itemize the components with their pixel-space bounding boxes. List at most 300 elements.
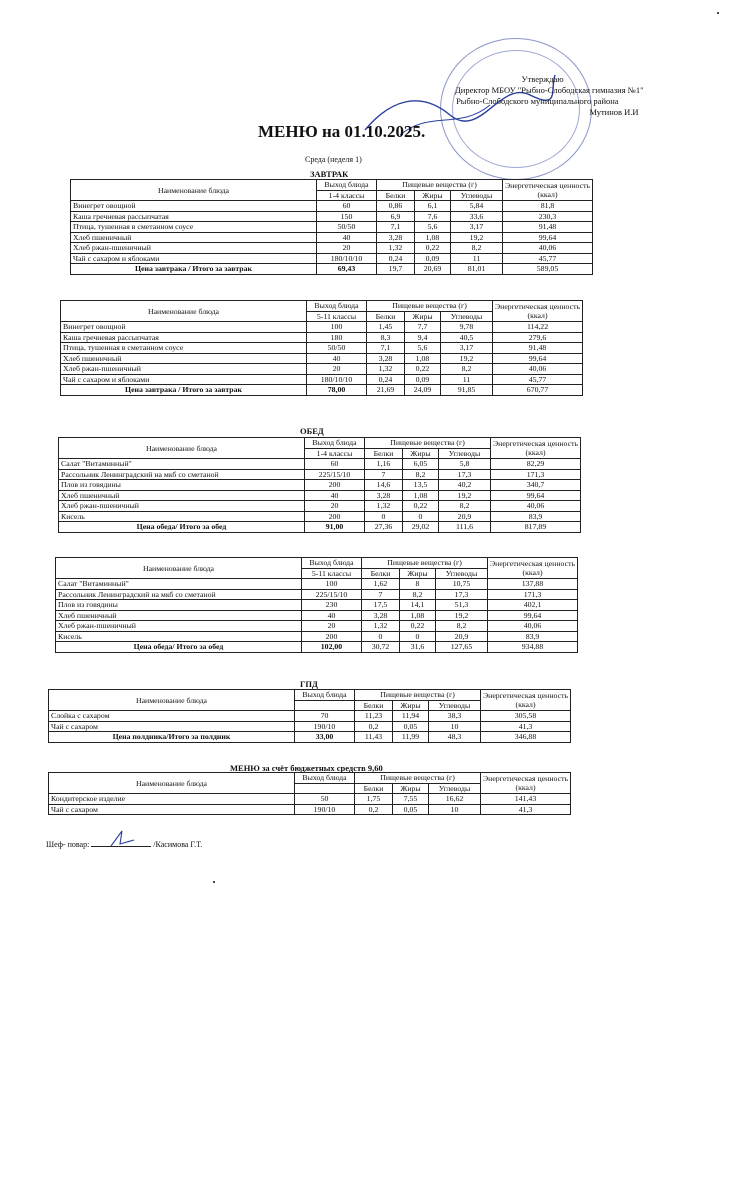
table-cell: 6,05 (403, 459, 439, 470)
header-grade: 1-4 классы (317, 190, 377, 201)
header-dish: Наименование блюда (56, 558, 302, 579)
table-row (59, 490, 581, 501)
table-cell: 11,99 (393, 732, 429, 743)
table-cell: 0 (365, 511, 403, 522)
table-cell: 82,29 (491, 459, 581, 470)
table-cell: 45,77 (503, 253, 593, 264)
table-cell: 7 (365, 469, 403, 480)
table-cell: Хлеб пшеничный (71, 232, 317, 243)
table-cell: 0,05 (393, 804, 429, 815)
table-cell: 7,1 (367, 343, 405, 354)
table-cell: 50/50 (307, 343, 367, 354)
table-cell: 20 (307, 364, 367, 375)
table-cell: 83,9 (488, 631, 578, 642)
table-cell: 31,6 (400, 642, 436, 653)
table-row (49, 711, 571, 722)
scan-speck (213, 881, 215, 883)
table-total-row (49, 732, 571, 743)
table-cell: 5,8 (439, 459, 491, 470)
table-row (61, 364, 583, 375)
table-cell: 29,02 (403, 522, 439, 533)
table-cell: Хлеб ржан-пшеничный (71, 243, 317, 254)
header-energy: Энергетическая ценность (ккал) (491, 438, 581, 459)
table-row (71, 232, 593, 243)
table-cell: 8,2 (436, 621, 488, 632)
table-cell: 8,2 (400, 589, 436, 600)
table-cell: 10 (429, 721, 481, 732)
header-grade: 5-11 классы (307, 311, 367, 322)
header-carbs: Углеводы (441, 311, 493, 322)
table-cell: 11,23 (355, 711, 393, 722)
table-cell: 934,88 (488, 642, 578, 653)
header-energy: Энергетическая ценность (ккал) (493, 301, 583, 322)
table-cell: 10 (429, 804, 481, 815)
table-cell: 402,1 (488, 600, 578, 611)
table-cell: 11,43 (355, 732, 393, 743)
header-nutrients: Пищевые вещества (г) (365, 438, 491, 449)
header-output: Выход блюда (305, 438, 365, 449)
table-cell: Цена обеда/ Итого за обед (59, 522, 305, 533)
table-cell: 3,17 (451, 222, 503, 233)
header-dish: Наименование блюда (49, 690, 295, 711)
table-cell: 171,3 (491, 469, 581, 480)
table-cell: Чай с сахаром (49, 804, 295, 815)
table-row (49, 804, 571, 815)
table-cell: 50/50 (317, 222, 377, 233)
table-cell: 40,06 (491, 501, 581, 512)
table-cell: 171,3 (488, 589, 578, 600)
table-cell: 141,43 (481, 794, 571, 805)
table-cell: 1,32 (362, 621, 400, 632)
table-cell: 0,24 (377, 253, 415, 264)
table-cell: 19,2 (436, 610, 488, 621)
table-cell: 7,55 (393, 794, 429, 805)
table-cell: Слойка с сахаром (49, 711, 295, 722)
table-cell: 48,3 (429, 732, 481, 743)
table-cell: 817,89 (491, 522, 581, 533)
table-row (56, 589, 578, 600)
table-cell: 14,6 (365, 480, 403, 491)
table-row (56, 600, 578, 611)
table-cell: 0,05 (393, 721, 429, 732)
table-cell: 0,22 (400, 621, 436, 632)
table-cell: 51,3 (436, 600, 488, 611)
table-cell: Чай с сахаром и яблоками (61, 374, 307, 385)
table-header-row (71, 180, 593, 191)
table-cell: 225/15/10 (302, 589, 362, 600)
table-cell: Кондитерское изделие (49, 794, 295, 805)
table-cell: 10,75 (436, 579, 488, 590)
header-energy: Энергетическая ценность (ккал) (481, 773, 571, 794)
gpd-table (48, 689, 571, 743)
table-cell: 180/10/10 (307, 374, 367, 385)
table-cell: 40,5 (441, 332, 493, 343)
table-cell: 91,48 (493, 343, 583, 354)
table-cell: 69,43 (317, 264, 377, 275)
table-cell: 7,1 (377, 222, 415, 233)
table-cell: 17,3 (439, 469, 491, 480)
header-energy: Энергетическая ценность (ккал) (481, 690, 571, 711)
header-nutrients: Пищевые вещества (г) (362, 558, 488, 569)
table-cell: 1,08 (405, 353, 441, 364)
header-fats: Жиры (393, 783, 429, 794)
table-cell: 7,7 (405, 322, 441, 333)
table-cell: 5,84 (451, 201, 503, 212)
table-cell: 11 (451, 253, 503, 264)
header-carbs: Углеводы (429, 700, 481, 711)
table-cell: 40,06 (493, 364, 583, 375)
table-cell: 200 (305, 480, 365, 491)
lunch-table-5-11 (55, 557, 578, 653)
table-cell: 17,5 (362, 600, 400, 611)
section-title: ОБЕД (300, 426, 324, 436)
table-cell: 1,16 (365, 459, 403, 470)
table-cell: Салат "Витаминный" (59, 459, 305, 470)
table-cell: Птица, тушенная в сметанном соусе (61, 343, 307, 354)
header-proteins: Белки (355, 783, 393, 794)
table-cell: 0 (403, 511, 439, 522)
header-fats: Жиры (403, 448, 439, 459)
table-cell: Плов из говядины (59, 480, 305, 491)
table-cell: 180 (307, 332, 367, 343)
table-cell: Каша гречневая рассыпчатая (71, 211, 317, 222)
table-row (59, 511, 581, 522)
table-cell: 9,4 (405, 332, 441, 343)
table-cell: 102,00 (302, 642, 362, 653)
header-fats: Жиры (405, 311, 441, 322)
table-cell: 190/10 (295, 721, 355, 732)
scan-speck (717, 12, 719, 14)
table-cell: 40,06 (488, 621, 578, 632)
table-row (71, 222, 593, 233)
table-cell: 0,2 (355, 721, 393, 732)
table-row (61, 322, 583, 333)
table-cell: 40 (317, 232, 377, 243)
table-cell: Рассольник Ленинградский на мкб со сметаной (56, 589, 302, 600)
table-cell: 111,6 (439, 522, 491, 533)
table-cell: Рассольник Ленинградский на мкб со сметаной (59, 469, 305, 480)
table-cell: 20 (317, 243, 377, 254)
table-cell: 1,32 (367, 364, 405, 375)
table-cell: 6,1 (415, 201, 451, 212)
table-cell: 8 (400, 579, 436, 590)
table-cell: 99,64 (488, 610, 578, 621)
table-cell: 0,22 (405, 364, 441, 375)
header-dish: Наименование блюда (49, 773, 295, 794)
table-cell: 100 (307, 322, 367, 333)
table-cell: 91,48 (503, 222, 593, 233)
table-cell: 40 (307, 353, 367, 364)
table-row (59, 480, 581, 491)
table-row (61, 353, 583, 364)
breakfast-table-1-4 (70, 179, 593, 275)
table-cell: 0,86 (377, 201, 415, 212)
table-cell: 1,75 (355, 794, 393, 805)
table-row (71, 211, 593, 222)
section-title: ЗАВТРАК (310, 169, 349, 179)
header-proteins: Белки (362, 568, 400, 579)
table-cell: 99,64 (503, 232, 593, 243)
table-row (56, 610, 578, 621)
header-output: Выход блюда (307, 301, 367, 312)
section-title: МЕНЮ за счёт бюджетных средств 9,60 (230, 763, 383, 773)
table-cell: 0,09 (415, 253, 451, 264)
table-cell: 91,00 (305, 522, 365, 533)
table-cell: 19,7 (377, 264, 415, 275)
table-cell: 38,3 (429, 711, 481, 722)
table-cell: Хлеб ржан-пшеничный (59, 501, 305, 512)
table-total-row (61, 385, 583, 396)
table-cell: 20 (302, 621, 362, 632)
table-cell: 13,5 (403, 480, 439, 491)
header-fats: Жиры (400, 568, 436, 579)
table-cell: 41,3 (481, 804, 571, 815)
table-cell: 91,85 (441, 385, 493, 396)
table-cell: 45,77 (493, 374, 583, 385)
table-cell: 3,28 (377, 232, 415, 243)
header-fats: Жиры (393, 700, 429, 711)
table-row (71, 201, 593, 212)
table-row (59, 469, 581, 480)
table-cell: 7,6 (415, 211, 451, 222)
table-cell: Хлеб ржан-пшеничный (56, 621, 302, 632)
table-cell: 40 (302, 610, 362, 621)
budget-table (48, 772, 571, 815)
table-cell: 70 (295, 711, 355, 722)
table-cell: 0 (362, 631, 400, 642)
table-cell: 279,6 (493, 332, 583, 343)
chef-name: /Касимова Г.Т. (153, 840, 203, 849)
table-cell: 81,8 (503, 201, 593, 212)
table-cell: 346,88 (481, 732, 571, 743)
table-cell: Кисель (59, 511, 305, 522)
table-cell: 50 (295, 794, 355, 805)
page-subtitle: Среда (неделя 1) (305, 155, 362, 164)
approval-block (455, 74, 644, 118)
table-cell: 7 (362, 589, 400, 600)
table-cell: 100 (302, 579, 362, 590)
table-cell: Каша гречневая рассыпчатая (61, 332, 307, 343)
table-cell: 20,9 (436, 631, 488, 642)
header-nutrients: Пищевые вещества (г) (355, 690, 481, 701)
header-output: Выход блюда (295, 690, 355, 701)
table-row (61, 374, 583, 385)
table-row (71, 253, 593, 264)
header-dish: Наименование блюда (71, 180, 317, 201)
approval-line: Директор МБОУ "Рыбно-Слободская гимназия №1" (455, 85, 644, 95)
table-cell: 1,08 (403, 490, 439, 501)
table-cell: Цена обеда/ Итого за обед (56, 642, 302, 653)
table-cell: Хлеб ржан-пшеничный (61, 364, 307, 375)
header-carbs: Углеводы (429, 783, 481, 794)
header-carbs: Углеводы (436, 568, 488, 579)
table-cell: Чай с сахаром (49, 721, 295, 732)
table-row (71, 243, 593, 254)
table-cell: 1,62 (362, 579, 400, 590)
table-cell: 20,9 (439, 511, 491, 522)
table-cell: 21,69 (367, 385, 405, 396)
section-title: ГПД (300, 679, 318, 689)
table-cell: 40,06 (503, 243, 593, 254)
table-cell: 11,94 (393, 711, 429, 722)
lunch-table-1-4 (58, 437, 581, 533)
table-cell: 5,6 (415, 222, 451, 233)
table-cell: Кисель (56, 631, 302, 642)
table-cell: 8,2 (451, 243, 503, 254)
table-cell: 60 (305, 459, 365, 470)
table-header-row (61, 301, 583, 312)
table-cell: 41,3 (481, 721, 571, 732)
table-cell: 99,64 (491, 490, 581, 501)
table-cell: 17,3 (436, 589, 488, 600)
table-header-row (59, 438, 581, 449)
table-cell: 1,32 (377, 243, 415, 254)
table-row (56, 631, 578, 642)
table-cell: 5,6 (405, 343, 441, 354)
approval-line: Рыбно-Слободского муниципального района (456, 96, 619, 106)
header-nutrients: Пищевые вещества (г) (377, 180, 503, 191)
table-cell: 200 (302, 631, 362, 642)
table-cell: 20 (305, 501, 365, 512)
chef-signature (108, 828, 138, 850)
table-cell: 8,2 (403, 469, 439, 480)
table-cell: 180/10/10 (317, 253, 377, 264)
table-row (49, 721, 571, 732)
table-cell: 230 (302, 600, 362, 611)
approval-line: Утверждаю (521, 74, 564, 84)
table-cell: 78,00 (307, 385, 367, 396)
table-cell: 230,3 (503, 211, 593, 222)
header-proteins: Белки (355, 700, 393, 711)
table-cell: Винегрет овощной (61, 322, 307, 333)
table-cell: Хлеб пшеничный (61, 353, 307, 364)
page-title: МЕНЮ на 01.10.2025. (258, 122, 426, 141)
header-grade: 5-11 классы (302, 568, 362, 579)
header-fats: Жиры (415, 190, 451, 201)
table-cell: 40,2 (439, 480, 491, 491)
table-cell: 83,9 (491, 511, 581, 522)
header-dish: Наименование блюда (61, 301, 307, 322)
table-cell: Хлеб пшеничный (59, 490, 305, 501)
header-carbs: Углеводы (439, 448, 491, 459)
table-cell: Салат "Витаминный" (56, 579, 302, 590)
header-output: Выход блюда (317, 180, 377, 191)
table-total-row (71, 264, 593, 275)
table-cell: 0,22 (415, 243, 451, 254)
table-row (56, 579, 578, 590)
table-cell: 1,08 (400, 610, 436, 621)
table-cell: 33,6 (451, 211, 503, 222)
table-cell: 6,9 (377, 211, 415, 222)
header-nutrients: Пищевые вещества (г) (367, 301, 493, 312)
table-cell: 60 (317, 201, 377, 212)
table-cell: 19,2 (441, 353, 493, 364)
header-carbs: Углеводы (451, 190, 503, 201)
header-output: Выход блюда (295, 773, 355, 784)
table-cell: 3,28 (362, 610, 400, 621)
table-cell: 305,58 (481, 711, 571, 722)
table-row (59, 459, 581, 470)
table-row (61, 332, 583, 343)
table-cell: 8,2 (439, 501, 491, 512)
table-cell: 11 (441, 374, 493, 385)
table-cell: 3,28 (367, 353, 405, 364)
table-cell: 9,78 (441, 322, 493, 333)
table-cell: 1,45 (367, 322, 405, 333)
table-row (61, 343, 583, 354)
table-cell: Цена завтрака / Итого за завтрак (61, 385, 307, 396)
table-cell: 0,22 (403, 501, 439, 512)
table-row (49, 794, 571, 805)
table-cell: 0,24 (367, 374, 405, 385)
header-energy: Энергетическая ценность (ккал) (503, 180, 593, 201)
header-dish: Наименование блюда (59, 438, 305, 459)
table-cell: 225/15/10 (305, 469, 365, 480)
table-cell: 16,62 (429, 794, 481, 805)
table-cell: 150 (317, 211, 377, 222)
table-cell: 30,72 (362, 642, 400, 653)
table-cell: 33,00 (295, 732, 355, 743)
table-cell: 3,17 (441, 343, 493, 354)
table-cell: 0,09 (405, 374, 441, 385)
table-cell: 589,05 (503, 264, 593, 275)
table-cell: Птица, тушенная в сметанном соусе (71, 222, 317, 233)
header-proteins: Белки (367, 311, 405, 322)
table-cell: 8,3 (367, 332, 405, 343)
table-cell: 114,22 (493, 322, 583, 333)
table-cell: 340,7 (491, 480, 581, 491)
table-cell: Плов из говядины (56, 600, 302, 611)
table-header-row (49, 773, 571, 784)
table-cell: 137,88 (488, 579, 578, 590)
header-grade (295, 700, 355, 711)
table-cell: 127,65 (436, 642, 488, 653)
table-row (59, 501, 581, 512)
table-cell: 14,1 (400, 600, 436, 611)
table-cell: 3,28 (365, 490, 403, 501)
header-nutrients: Пищевые вещества (г) (355, 773, 481, 784)
header-output: Выход блюда (302, 558, 362, 569)
chef-label: Шеф- повар: (46, 840, 90, 849)
table-cell: Цена завтрака / Итого за завтрак (71, 264, 317, 275)
table-cell: Хлеб пшеничный (56, 610, 302, 621)
table-cell: 27,36 (365, 522, 403, 533)
table-cell: 19,2 (451, 232, 503, 243)
approval-line: Мутинов И.И (589, 107, 639, 117)
table-cell: 1,32 (365, 501, 403, 512)
table-cell: 1,08 (415, 232, 451, 243)
table-cell: Чай с сахаром и яблоками (71, 253, 317, 264)
table-cell: 99,64 (493, 353, 583, 364)
table-header-row (56, 558, 578, 569)
table-cell: Винегрет овощной (71, 201, 317, 212)
table-cell: 24,09 (405, 385, 441, 396)
table-header-row (49, 690, 571, 701)
table-row (56, 621, 578, 632)
header-energy: Энергетическая ценность (ккал) (488, 558, 578, 579)
table-cell: 0 (400, 631, 436, 642)
header-grade (295, 783, 355, 794)
table-total-row (59, 522, 581, 533)
table-cell: 40 (305, 490, 365, 501)
breakfast-table-5-11 (60, 300, 583, 396)
header-proteins: Белки (365, 448, 403, 459)
table-cell: 19,2 (439, 490, 491, 501)
header-proteins: Белки (377, 190, 415, 201)
table-total-row (56, 642, 578, 653)
table-cell: 190/10 (295, 804, 355, 815)
header-grade: 1-4 классы (305, 448, 365, 459)
